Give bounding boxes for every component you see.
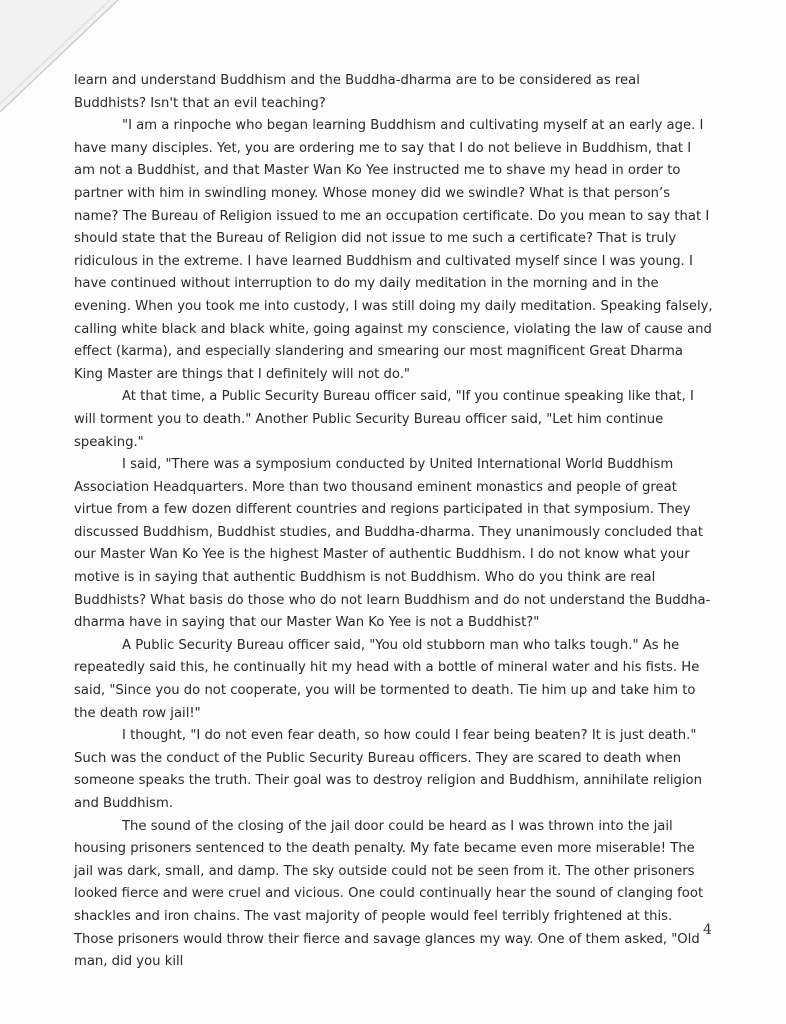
paragraph-7: The sound of the closing of the jail door could be heard as I was thrown into the jail housing prisoners sentenced to the death penalty. My fate became even more miserable! The jail was dark, small, and damp. The sky outside could not be seen from it. The other prisoners looked fierce and were cruel and vicious. One could continually hear the sound of clanging foot shackles and iron chains. The vast majority of people would feel terribly frightened at this. Those prisoners would throw their fierce and savage glances my way. One of them asked, "Old man, did you kill <box>74 818 704 970</box>
page-number: 4 <box>703 922 712 938</box>
paragraph-1: learn and understand Buddhism and the Buddha-dharma are to be considered as real Buddhists? Isn't that an evil teaching? <box>74 73 640 111</box>
paragraph-2: "I am a rinpoche who began learning Buddhism and cultivating myself at an early age. I have many disciples. Yet, you are ordering me to say that I do not believe in Buddhism, that I am not a Buddhist, and that Master Wan Ko Yee instructed me to shave my head in order to partner with him in swindling money. Whose money did we swindle? What is that person’s name? The Bureau of Religion issued to me an occupation certificate. Do you mean to say that I should state that the Bureau of Religion did not issue to me such a certificate? That is truly ridiculous in the extreme. I have learned Buddhism and cultivated myself since I was young. I have continued without interruption to do my daily meditation in the morning and in the evening. When you took me into custody, I was still doing my daily meditation. Speaking falsely, calling white black and black white, going against my conscience, violating the law of cause and effect (karma), and especially slandering and smearing our most magnificent Great Dharma King Master are things that I definitely will not do." <box>74 118 713 382</box>
paragraph-4: I said, "There was a symposium conducted by United International World Buddhism Association Headquarters. More than two thousand eminent monastics and people of great virtue from a few dozen different countries and regions participated in that symposium. They discussed Buddhism, Buddhist studies, and Buddha-dharma. They unanimously concluded that our Master Wan Ko Yee is the highest Master of authentic Buddhism. I do not know what your motive is in saying that authentic Buddhism is not Buddhism. Who do you think are real Buddhists? What basis do those who do not learn Buddhism and do not understand the Buddha-dharma have in saying that our Master Wan Ko Yee is not a Buddhist?" <box>74 457 711 631</box>
paragraph-6: I thought, "I do not even fear death, so how could I fear being beaten? It is just death." Such was the conduct of the Public Security Bureau officers. They are scared to death when someone speaks the truth. Their goal was to destroy religion and Buddhism, annihilate religion and Buddhism. <box>74 728 702 811</box>
body-text <box>74 70 714 974</box>
paragraph-5: A Public Security Bureau officer said, "You old stubborn man who talks tough." As he repeatedly said this, he continually hit my head with a bottle of mineral water and his fists. He said, "Since you do not cooperate, you will be tormented to death. Tie him up and take him to the death row jail!" <box>74 637 700 721</box>
paragraph-3: At that time, a Public Security Bureau officer said, "If you continue speaking like that, I will torment you to death." Another Public Security Bureau officer said, "Let him continue speaking." <box>74 389 694 450</box>
